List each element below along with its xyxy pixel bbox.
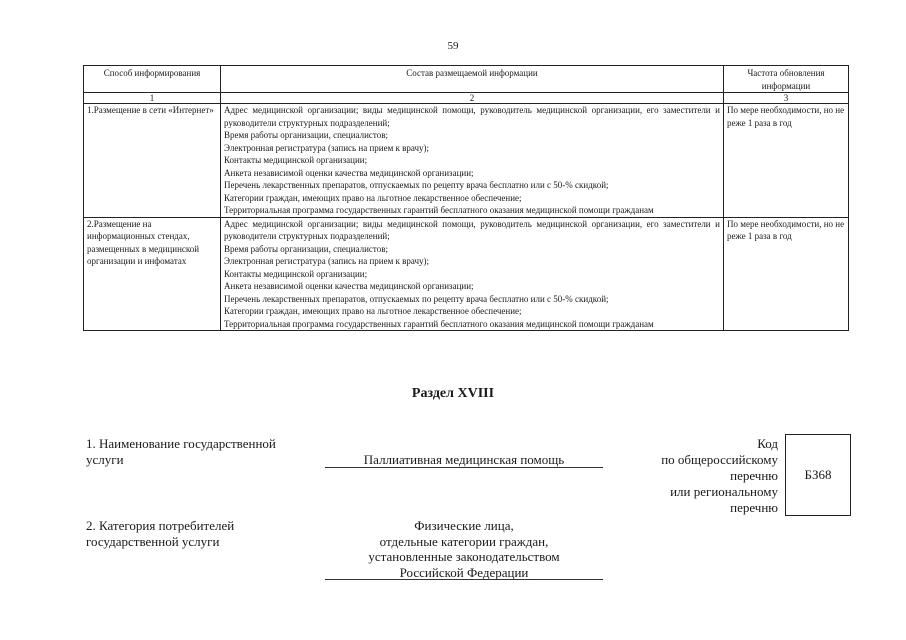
content-item: Адрес медицинской организации; виды медицинской помощи, руководитель медицинской организации, его заместители и руководители структурных подразделений; xyxy=(224,105,720,128)
frequency-cell: По мере необходимости, но не реже 1 раза в год xyxy=(724,104,849,218)
information-table xyxy=(83,65,849,331)
content-item: Территориальная программа государственных гарантий бесплатного оказания медицинской помощи гражданам xyxy=(224,205,654,215)
code-caption-line: перечню xyxy=(730,500,778,515)
method-cell: 2.Размещение на информационных стендах, размещенных в медицинской организации и инфоматах xyxy=(84,217,221,331)
content-cell xyxy=(221,217,724,331)
content-item: Контакты медицинской организации; xyxy=(224,268,368,279)
column-number: 3 xyxy=(724,93,849,104)
content-item: Категории граждан, имеющих право на льготное лекарственное обеспечение; xyxy=(224,192,522,203)
service-name-underline xyxy=(325,467,603,468)
consumer-category-line: установленные законодательством xyxy=(368,549,560,564)
service-label-line: 1. Наименование государственной xyxy=(86,436,276,451)
consumer-underline xyxy=(325,579,603,580)
consumer-categories xyxy=(325,518,603,580)
frequency-cell: По мере необходимости, но не реже 1 раза в год xyxy=(724,217,849,331)
column-header-content: Состав размещаемой информации xyxy=(221,66,724,93)
content-item: Контакты медицинской организации; xyxy=(224,155,368,165)
content-item: Время работы организации, специалистов; xyxy=(224,243,388,254)
column-header-method: Способ информирования xyxy=(84,66,221,93)
column-number: 2 xyxy=(221,93,724,104)
column-header-frequency: Частота обновления информации xyxy=(724,66,849,93)
code-caption-line: по общероссийскому xyxy=(661,452,778,467)
code-caption xyxy=(640,436,778,516)
consumer-label-line: государственной услуги xyxy=(86,534,220,549)
code-caption-line: перечню xyxy=(730,468,778,483)
table-header-row xyxy=(84,66,849,93)
consumer-category-line: Российской Федерации xyxy=(399,564,529,580)
column-number: 1 xyxy=(84,93,221,104)
content-cell xyxy=(221,104,724,218)
service-label xyxy=(86,436,276,468)
content-item: Перечень лекарственных препаратов, отпускаемых по рецепту врача бесплатно или с 50-% скидкой; xyxy=(224,180,609,190)
content-item: Категории граждан, имеющих право на льготное лекарственное обеспечение; xyxy=(224,306,522,316)
content-item: Электронная регистратура (запись на прием к врачу); xyxy=(224,256,430,266)
code-value: БЗ68 xyxy=(804,467,832,482)
code-caption-line: Код xyxy=(757,436,778,451)
table-row xyxy=(84,217,849,331)
consumer-label xyxy=(86,518,234,550)
service-name: Паллиативная медицинская помощь xyxy=(363,452,565,467)
page-number: 59 xyxy=(447,40,459,52)
content-item: Перечень лекарственных препаратов, отпускаемых по рецепту врача бесплатно или с 50-% скидкой; xyxy=(224,293,609,304)
table-row xyxy=(84,104,849,218)
section-title: Раздел XVIII xyxy=(411,386,495,401)
method-cell: 1.Размещение в сети «Интернет» xyxy=(84,104,221,218)
consumer-label-line: 2. Категория потребителей xyxy=(86,518,235,533)
column-number-row xyxy=(84,93,849,104)
consumer-category-line: отдельные категории граждан, xyxy=(379,533,549,549)
content-item: Адрес медицинской организации; виды медицинской помощи, руководитель медицинской организации, его заместители и руководители структурных подразделений; xyxy=(224,218,720,241)
service-label-line: услуги xyxy=(86,452,124,467)
content-item: Анкета независимой оценки качества медицинской организации; xyxy=(224,167,474,178)
consumer-category-line: Физические лица, xyxy=(414,518,514,533)
content-item: Электронная регистратура (запись на прием к врачу); xyxy=(224,142,430,153)
content-item: Территориальная программа государственных гарантий бесплатного оказания медицинской помощи гражданам xyxy=(224,318,654,329)
content-item: Время работы организации, специалистов; xyxy=(224,130,388,140)
content-item: Анкета независимой оценки качества медицинской организации; xyxy=(224,281,474,291)
code-caption-line: или региональному xyxy=(670,484,778,499)
code-box xyxy=(785,434,851,516)
